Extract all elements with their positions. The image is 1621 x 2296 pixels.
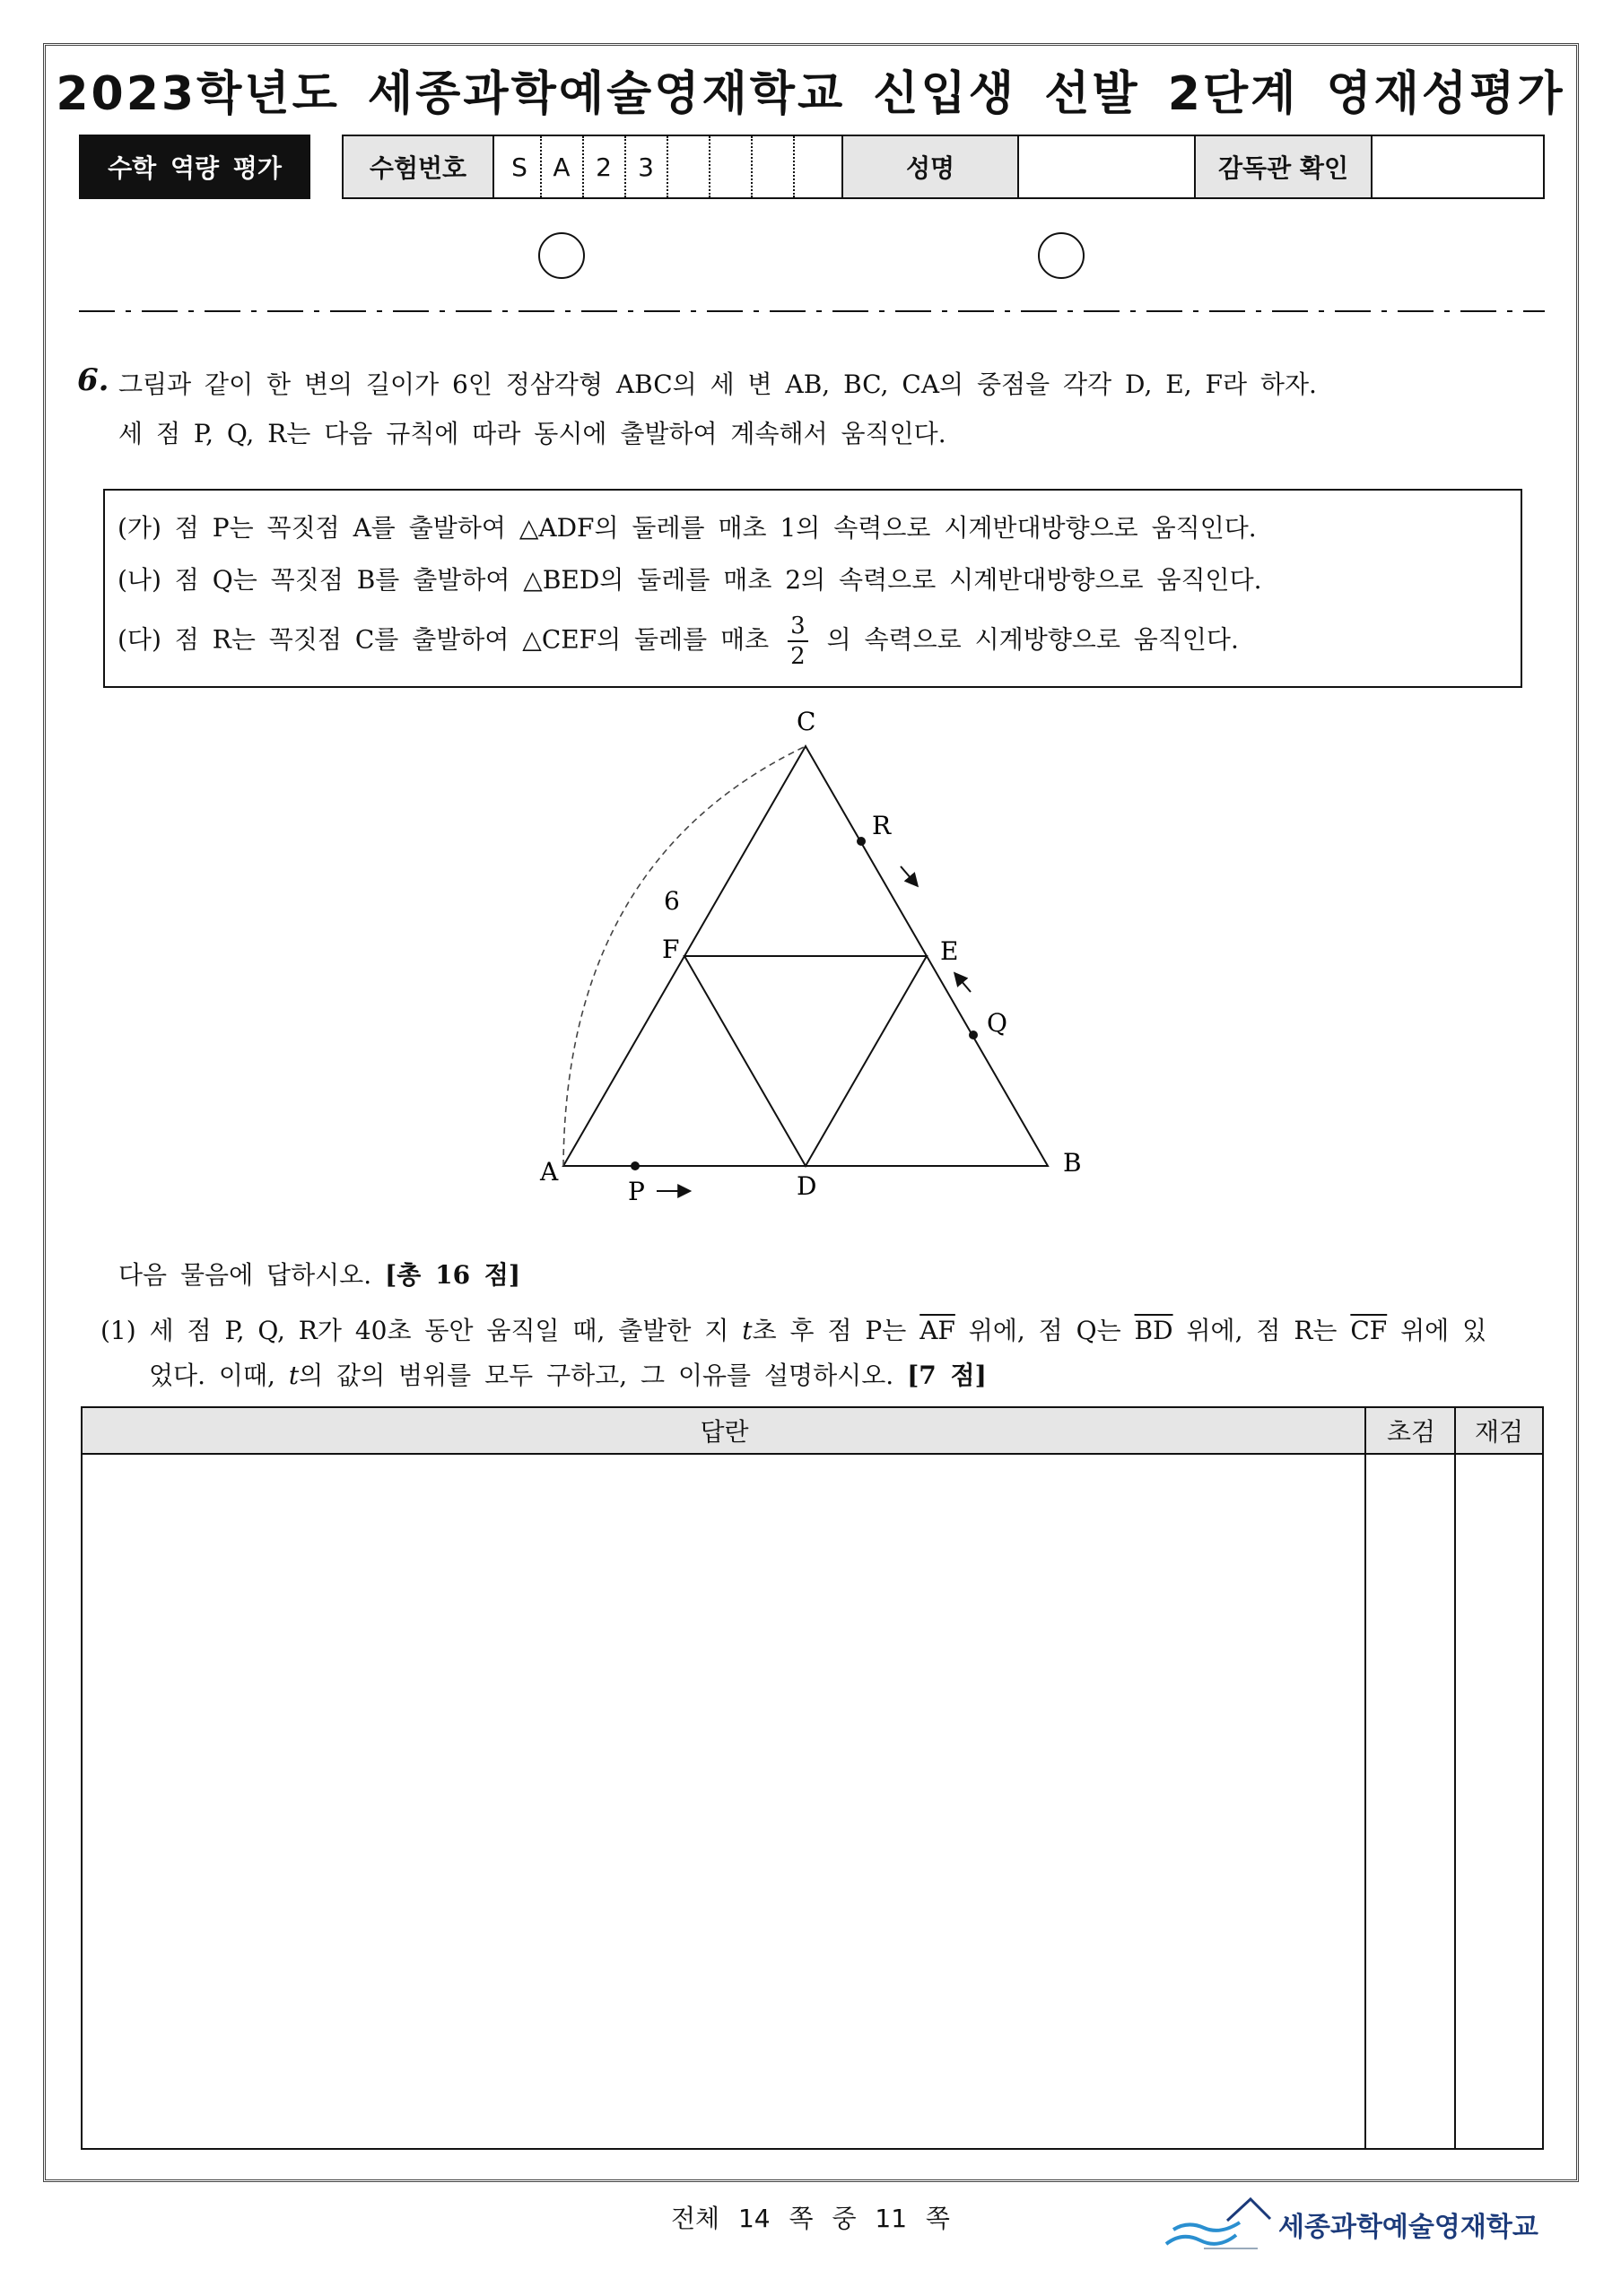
exam-info-table — [342, 135, 1545, 199]
sub1-mid3: 위에, 점 R는 — [1186, 1316, 1338, 1345]
question-intro-line-2: 세 점 P, Q, R는 다음 규칙에 따라 동시에 출발하여 계속해서 움직인다. — [118, 419, 946, 448]
label-r: R — [872, 811, 892, 840]
segment-cf: $\overline{CF}$ — [1350, 1316, 1388, 1345]
proctor-field[interactable] — [1373, 136, 1543, 197]
triangle-def — [684, 956, 927, 1166]
variable-t: t — [742, 1316, 753, 1345]
label-b: B — [1063, 1148, 1082, 1178]
exam-digit: 3 — [626, 136, 668, 197]
point-p-dot — [631, 1161, 640, 1170]
answer-table — [81, 1406, 1544, 2150]
seal-circle-right — [1038, 232, 1085, 279]
triangle-diagram — [502, 700, 1130, 1220]
exam-digit — [795, 136, 837, 197]
label-c: C — [797, 707, 816, 736]
rule-na: (나) 점 Q는 꼭짓점 B를 출발하여 △BED의 둘레를 매초 2의 속력으로 시계반대방향으로 움직인다. — [118, 565, 1262, 595]
side-length-label: 6 — [664, 886, 680, 916]
exam-digit: S — [500, 136, 542, 197]
fraction-denominator: 2 — [790, 643, 806, 670]
segment-bd: $\overline{BD}$ — [1134, 1316, 1173, 1345]
table-divider — [1364, 1408, 1366, 2148]
exam-number-field[interactable] — [494, 136, 843, 197]
school-name: 세종과학예술영재학교 — [1278, 2212, 1538, 2243]
name-field[interactable] — [1019, 136, 1196, 197]
point-q-dot — [969, 1031, 978, 1039]
sub1-line2-rest: 의 값의 범위를 모두 구하고, 그 이유를 설명하시오. — [299, 1361, 894, 1390]
sub1-end: 위에 있 — [1400, 1316, 1487, 1345]
sub1-mid1: 초 후 점 P는 — [752, 1316, 907, 1345]
subject-label: 수학 역량 평가 — [79, 135, 310, 199]
page-title: 2023학년도 세종과학예술영재학교 신입생 선발 2단계 영재성평가 — [56, 67, 1565, 121]
exam-digit — [710, 136, 753, 197]
variable-t: t — [288, 1361, 300, 1390]
r-direction-arrow — [901, 866, 917, 885]
label-d: D — [797, 1171, 817, 1201]
rule-ga: (가) 점 P는 꼭짓점 A를 출발하여 △ADF의 둘레를 매초 1의 속력으로 시계반대방향으로 움직인다. — [118, 513, 1257, 543]
rule-da-text-before: (다) 점 R는 꼭짓점 C를 출발하여 △CEF의 둘레를 매초 — [118, 624, 770, 655]
speed-fraction — [788, 614, 808, 668]
exam-digit: 2 — [584, 136, 626, 197]
seal-circle-left — [538, 232, 585, 279]
question-intro-line-1: 그림과 같이 한 변의 길이가 6인 정삼각형 ABC의 세 변 AB, BC, CA의 중점을 각각 D, E, F라 하자. — [118, 370, 1317, 399]
q-direction-arrow — [955, 974, 971, 992]
segment-af: $\overline{AF}$ — [919, 1316, 955, 1345]
page-info: 전체 14 쪽 중 11 쪽 — [670, 2204, 950, 2233]
sub1-line2-prefix: 었다. 이때, — [149, 1361, 275, 1390]
name-label: 성명 — [843, 136, 1019, 197]
fraction-numerator: 3 — [788, 614, 808, 642]
sub1-points: [7 점] — [907, 1361, 987, 1390]
sub1-mid2: 위에, 점 Q는 — [968, 1316, 1121, 1345]
exam-number-label: 수험번호 — [344, 136, 494, 197]
cut-line-divider — [79, 310, 1545, 312]
proctor-label: 감독관 확인 — [1196, 136, 1373, 197]
instruction-text: 다음 물음에 답하시오. — [118, 1260, 372, 1290]
exam-digit: A — [542, 136, 584, 197]
subquestion-1-line-2 — [149, 1356, 987, 1392]
answer-area[interactable] — [83, 1455, 1364, 2148]
question-number: 6. — [77, 362, 109, 398]
instruction-line — [118, 1256, 520, 1292]
second-grading-header: 재검 — [1456, 1408, 1542, 1455]
label-e: E — [940, 936, 959, 966]
label-p: P — [628, 1177, 645, 1206]
rule-da — [118, 614, 1239, 668]
table-divider — [1454, 1408, 1456, 2148]
sub1-prefix: (1) 세 점 P, Q, R가 40초 동안 움직일 때, 출발한 지 — [100, 1316, 729, 1345]
label-f: F — [662, 935, 680, 964]
total-points: [총 16 점] — [385, 1260, 521, 1290]
exam-digit — [753, 136, 795, 197]
answer-header: 답란 — [83, 1408, 1366, 1455]
rule-da-text-after: 의 속력으로 시계방향으로 움직인다. — [826, 624, 1239, 655]
point-r-dot — [857, 837, 866, 846]
label-q: Q — [987, 1008, 1007, 1038]
first-grading-header: 초검 — [1366, 1408, 1456, 1455]
rules-box — [103, 489, 1522, 688]
exam-digit — [668, 136, 710, 197]
label-a: A — [540, 1157, 559, 1187]
subquestion-1-line-1 — [100, 1311, 1486, 1347]
